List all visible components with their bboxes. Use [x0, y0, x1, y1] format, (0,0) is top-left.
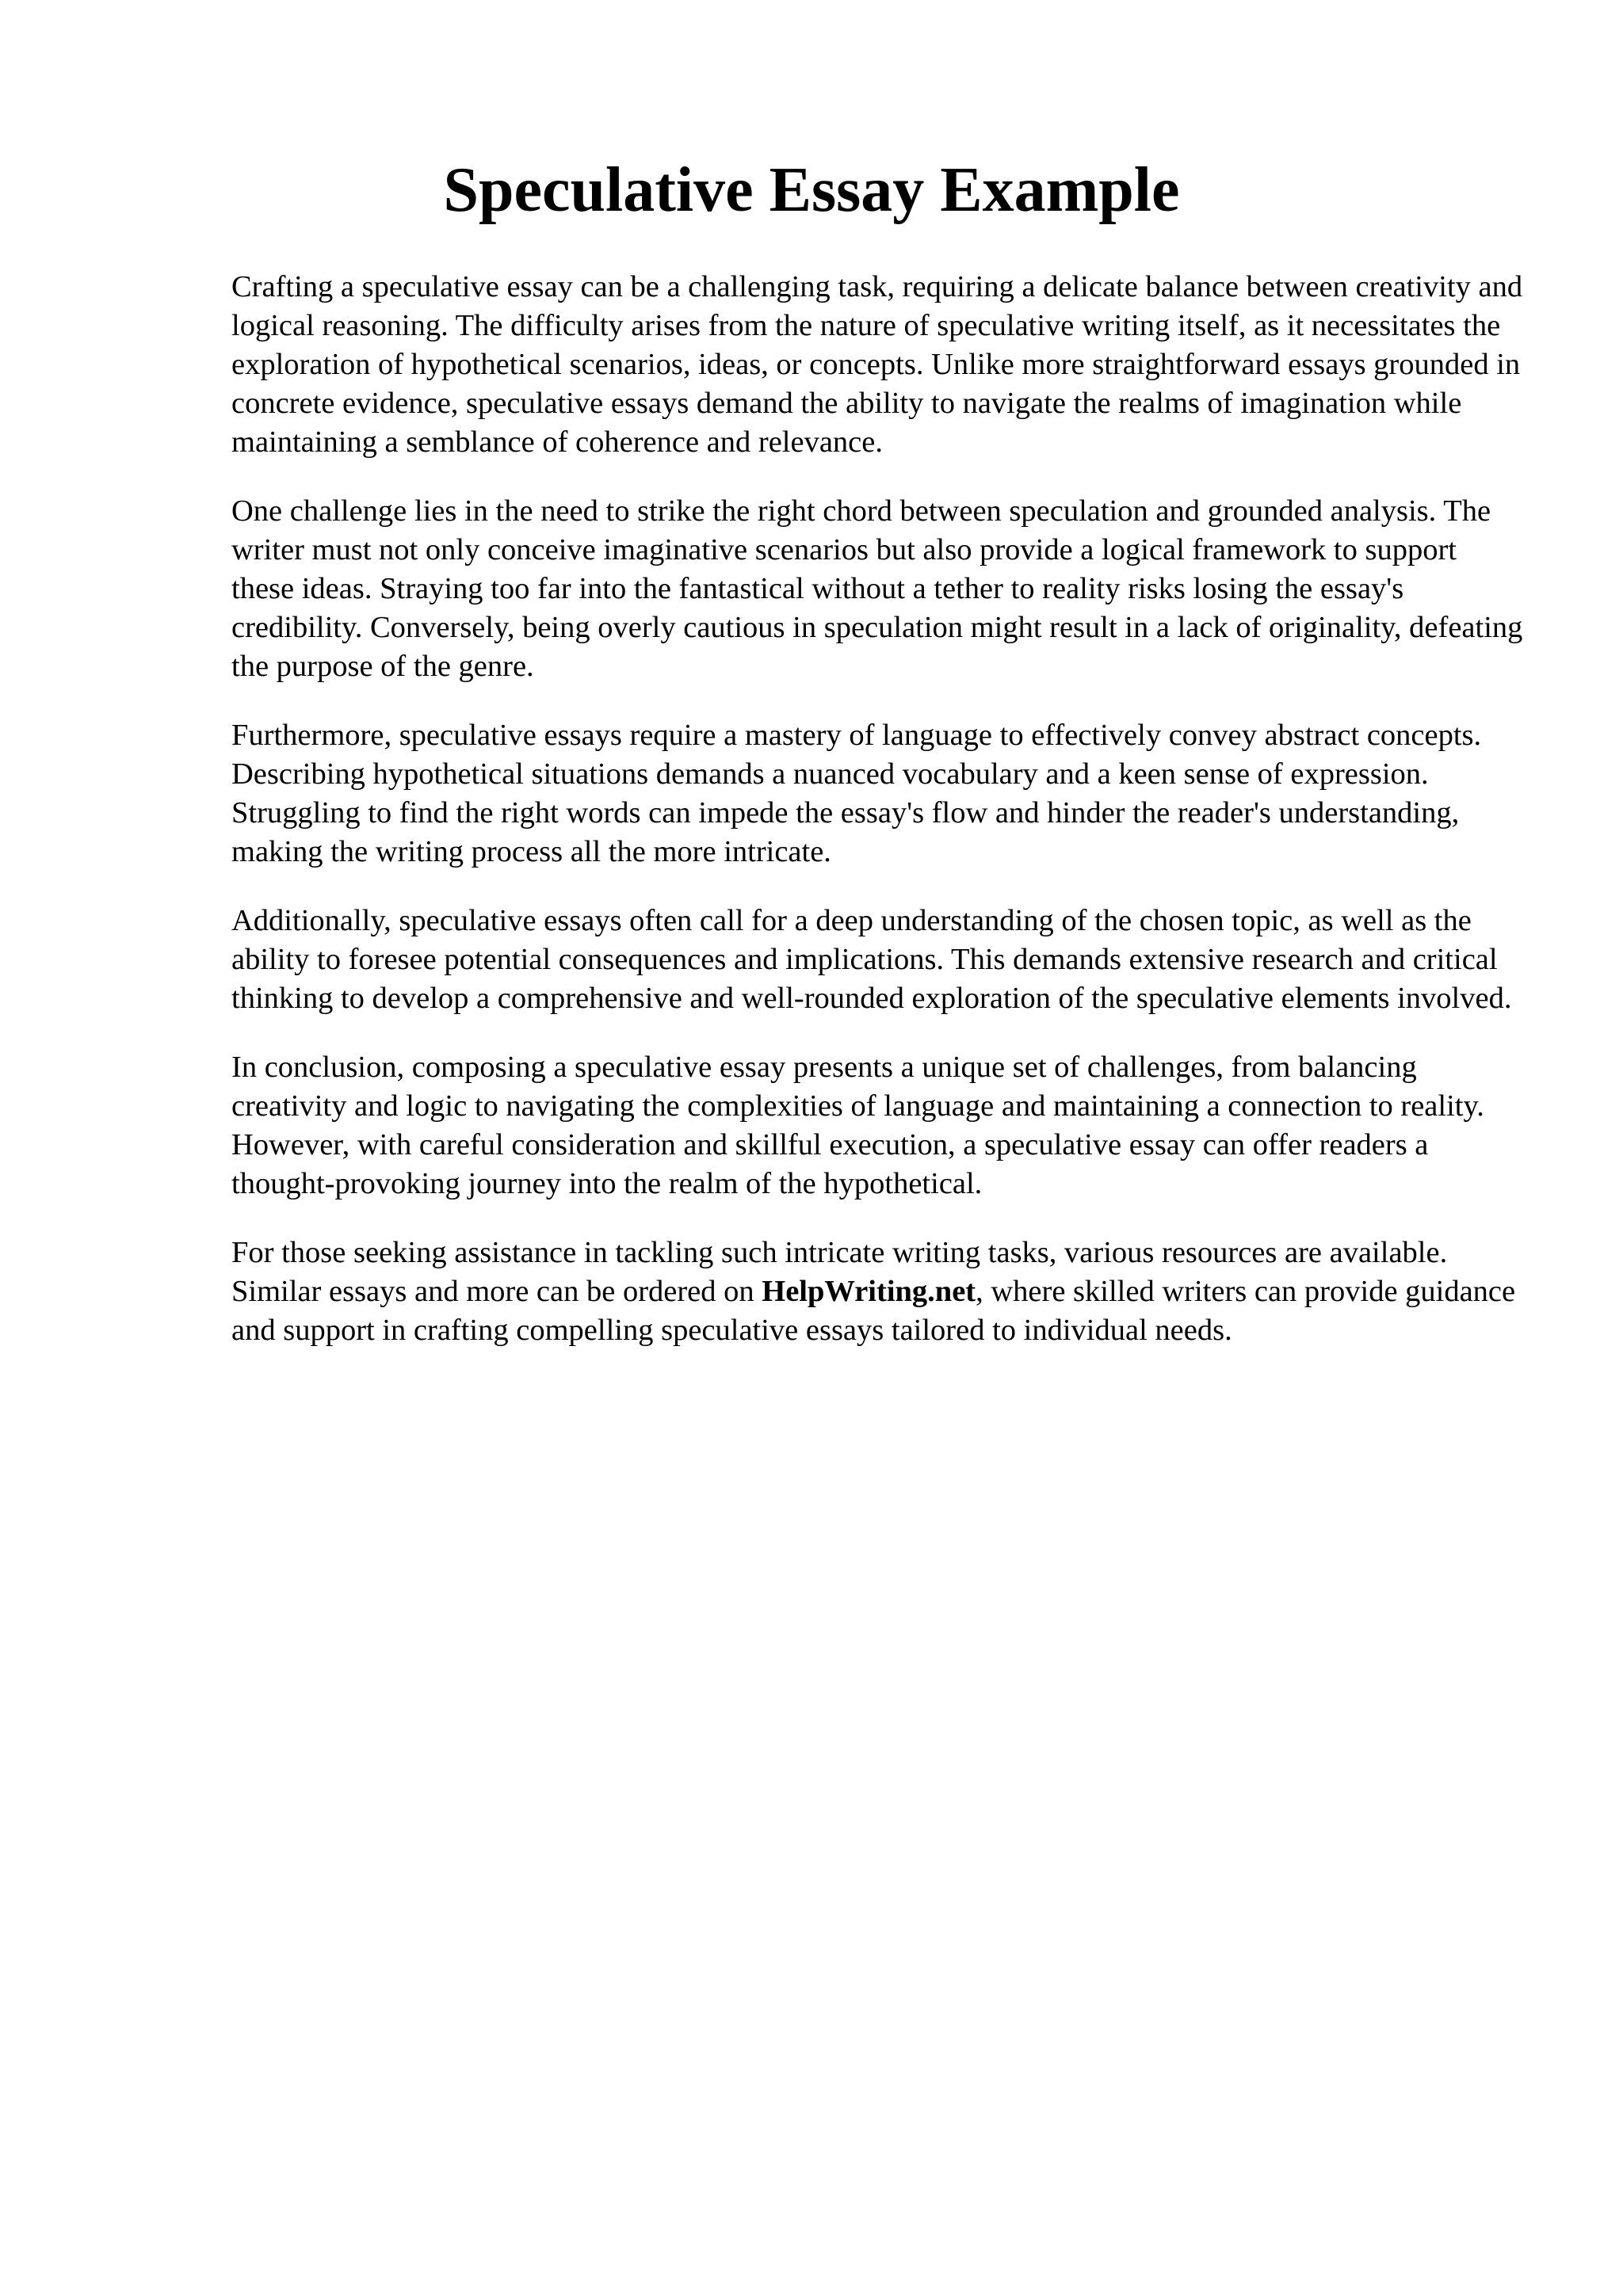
paragraph-4: Additionally, speculative essays often call for a deep understanding of the chosen topic, as well as the ability to foresee potential consequences and implications. This demands extensive research and critical thinking to develop a comprehensive and well-rounded exploration of the speculative elements involved.: [231, 904, 1512, 1015]
paragraph-2: One challenge lies in the need to strike the right chord between speculation and grounded analysis. The writer must not only conceive imaginative scenarios but also provide a logical framework to support these ideas. Straying too far into the fantastical without a tether to reality risks losing the essay's credibility. Conversely, being overly cautious in speculation might result in a lack of originality, defeating the purpose of the genre.: [231, 494, 1523, 683]
essay-body: [231, 268, 1523, 1380]
closing-text-before: For those seeking assistance in tackling such intricate writing tasks, various resources are available. Similar essays and more can be ordered on: [231, 1236, 1448, 1308]
helpwriting-link[interactable]: HelpWriting.net: [762, 1275, 976, 1308]
closing-paragraph: [231, 1234, 1523, 1350]
paragraph-5: In conclusion, composing a speculative essay presents a unique set of challenges, from balancing creativity and logic to navigating the complexities of language and maintaining a connection to reality. However, with careful consideration and skillful execution, a speculative essay can offer readers a thought-provoking journey into the realm of the hypothetical.: [231, 1051, 1484, 1200]
closing-text-after: , where skilled writers can provide guidance and support in crafting compelling speculative essays tailored to individual needs.: [231, 1275, 1516, 1347]
paragraph-1: Crafting a speculative essay can be a challenging task, requiring a delicate balance between creativity and logical reasoning. The difficulty arises from the nature of speculative writing itself, as it necessitates the exploration of hypothetical scenarios, ideas, or concepts. Unlike more straightforward essays grounded in concrete evidence, speculative essays demand the ability to navigate the realms of imagination while maintaining a semblance of coherence and relevance.: [231, 270, 1523, 459]
paragraph-3: Furthermore, speculative essays require a mastery of language to effectively convey abstract concepts. Describing hypothetical situations demands a nuanced vocabulary and a keen sense of expression. Struggling to find the right words can impede the essay's flow and hinder the reader's understanding, making the writing process all the more intricate.: [231, 719, 1482, 868]
page-title: Speculative Essay Example: [443, 155, 1180, 225]
